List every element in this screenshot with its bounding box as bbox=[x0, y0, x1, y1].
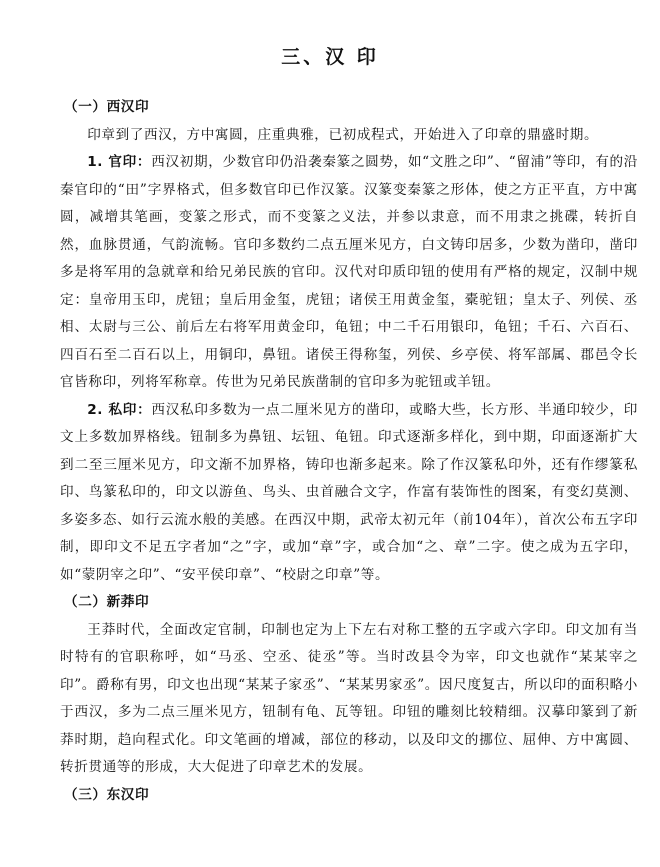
item-label-private-seals: 2. 私印： bbox=[87, 401, 152, 418]
item-text-private-seals: 西汉私印多数为一点二厘米见方的凿印，或略大些，长方形、半通印较少，印文上多数加界格线。钮制多为鼻钮、坛钮、龟钮。印式逐渐多样化，到中期，印面逐渐扩大到二至三厘米见方，印文渐不加界格，铸印也渐多起来。除了作汉篆私印外，还有作缪篆私印、鸟篆私印的，印文以游鱼、鸟头、虫首融合文字，作富有装饰性的图案，有变幻莫测、多姿多态、如行云流水般的美感。在西汉中期，武帝太初元年（前104年），首次公布五字印制，即印文不足五字者加“之”字，或加“章”字，或合加“之、章”二字。使之成为五字印，如“蒙阴宰之印”、“安平侯印章”、“校尉之印章”等。 bbox=[60, 401, 638, 583]
section-heading-eastern-han: （三）东汉印 bbox=[64, 786, 150, 803]
item-text-official-seals: 西汉初期，少数官印仍沿袭秦篆之圆势，如“文胜之印”、“留浦”等印，有的沿秦官印的“田”字界格式，但多数官印已作汉篆。汉篆变秦篆之形体，使之方正平直，方中寓圆，减增其笔画，变篆之形式，而不变篆之义法，并参以隶意，而不用隶之挑碟，转折自然，血脉贯通，气韵流畅。官印多数约二点五厘米见方，白文铸印居多，少数为凿印，凿印多是将军用的急就章和给兄弟民族的官印。汉代对印质印钮的使用有严格的规定，汉制中规定：皇帝用玉印，虎钮；皇后用金玺，虎钮；诸侯王用黄金玺，橐驼钮；皇太子、列侯、丞相、太尉与三公、前后左右将军用黄金印，龟钮；中二千石用银印，龟钮；千石、六百石、四百石至二百石以上，用铜印，鼻钮。诸侯王得称玺，列侯、乡亭侯、将军部属、郡邑令长官皆称印，列将军称章。传世为兄弟民族凿制的官印多为驼钮或羊钮。 bbox=[60, 154, 638, 390]
section-heading-xin-mang: （二）新莽印 bbox=[64, 594, 150, 610]
page-title: 三、汉 印 bbox=[281, 46, 379, 68]
document-body bbox=[60, 94, 638, 809]
paragraph-private-seals bbox=[60, 397, 638, 590]
paragraph-xin-mang: 王莽时代，全面改定官制，印制也定为上下左右对称工整的五字或六字印。印文加有当时特有的官职称呼，如“马丞、空丞、徒丞”等。当时改县令为宰，印文也就作“某某宰之印”。爵称有男，印文也出现“某某子家丞”、“某某男家丞”。因尺度复古，所以印的面积略小于西汉，多为二点三厘米见方，钮制有龟、瓦等钮。印钮的雕刻比较精细。汉摹印篆到了新莽时期，趋向程式化。印文笔画的增减，部位的移动，以及印文的挪位、屈伸、方中寓圆、转折贯通等的形成，大大促进了印章艺术的发展。 bbox=[60, 621, 638, 775]
paragraph-intro: 印章到了西汉，方中寓圆，庄重典雅，已初成程式，开始进入了印章的鼎盛时期。 bbox=[87, 126, 599, 143]
section-heading-western-han: （一）西汉印 bbox=[64, 99, 150, 115]
item-label-official-seals: 1. 官印： bbox=[87, 154, 152, 170]
paragraph-official-seals bbox=[60, 149, 638, 397]
